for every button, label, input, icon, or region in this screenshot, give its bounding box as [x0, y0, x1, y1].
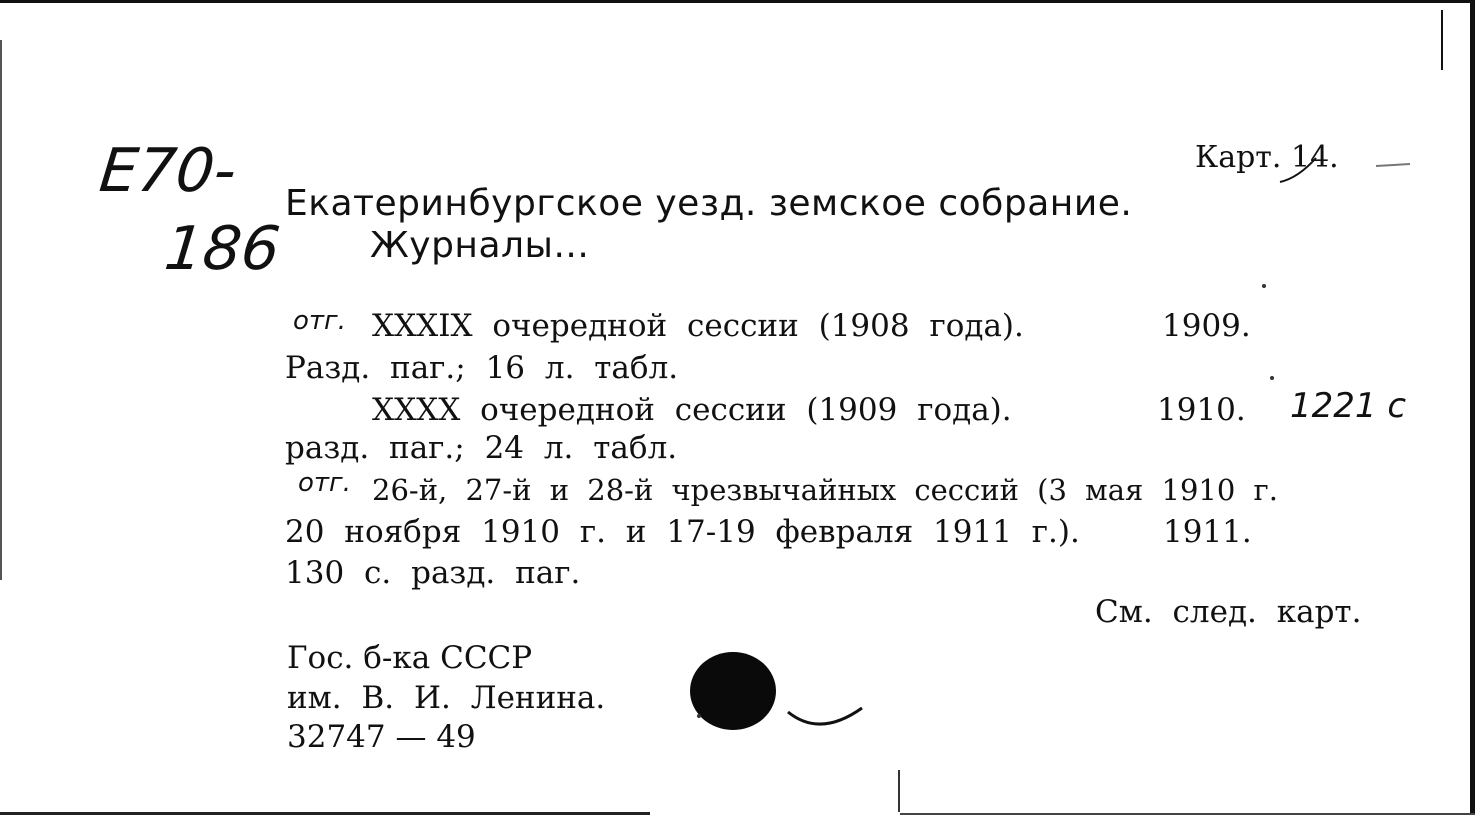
card-edge-left — [0, 40, 2, 580]
card-edge-top — [0, 0, 1475, 3]
speck — [1270, 376, 1274, 380]
entry-line-6: 20 ноября 1910 г. и 17-19 февраля 1911 г.). — [285, 514, 1080, 550]
entry-line-3: XXXX очередной сессии (1909 года). — [372, 392, 1012, 428]
shelfmark-line-2: 186 — [161, 214, 284, 284]
card-title: Екатеринбургское уезд. земское собрание. — [285, 183, 1133, 224]
entry-line-5: 26-й, 27-й и 28-й чрезвычайных сессий (3 мая 1910 г. — [372, 473, 1278, 507]
library-line-2: им. В. И. Ленина. — [287, 680, 606, 716]
bottom-tick — [898, 770, 900, 812]
entry-line-7: 130 с. разд. паг. — [285, 555, 581, 591]
card-subtitle: Журналы... — [370, 225, 590, 266]
entry-year-3: 1910. — [1157, 392, 1246, 428]
handwritten-note: 1221 с — [1290, 386, 1407, 426]
card-number: Карт. 14. — [1195, 140, 1339, 175]
handwritten-mark-1: отг. — [293, 306, 346, 336]
punch-hole — [690, 652, 776, 730]
handwritten-mark-2: отг. — [298, 468, 351, 498]
pen-stroke — [780, 700, 870, 740]
speck — [1262, 284, 1266, 288]
margin-mark — [1370, 150, 1420, 180]
card-edge-right-inner — [1441, 10, 1443, 70]
library-line-3: 32747 — 49 — [287, 719, 476, 755]
see-next-card: См. след. карт. — [1095, 594, 1362, 630]
entry-line-1: XXXIX очередной сессии (1908 года). — [372, 308, 1024, 344]
entry-line-2: Разд. паг.; 16 л. табл. — [285, 350, 679, 386]
entry-year-1: 1909. — [1162, 308, 1251, 344]
library-line-1: Гос. б-ка СССР — [287, 640, 533, 676]
speck — [697, 714, 701, 718]
entry-line-4: разд. паг.; 24 л. табл. — [285, 430, 678, 466]
card-edge-right — [1470, 0, 1475, 815]
card-number-flourish — [1180, 140, 1350, 190]
shelfmark-line-1: E70- — [96, 136, 240, 206]
entry-year-6: 1911. — [1163, 514, 1252, 550]
